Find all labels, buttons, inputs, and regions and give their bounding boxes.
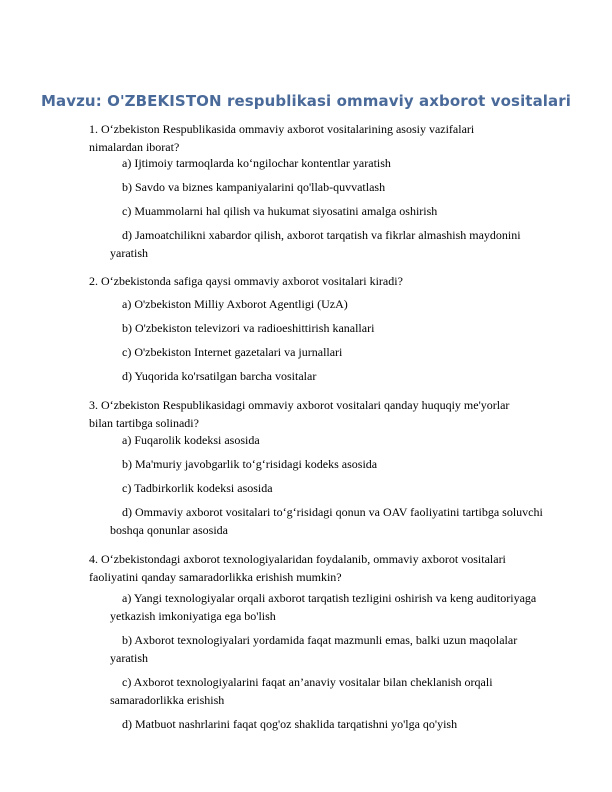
question-2-options	[110, 295, 550, 391]
option-1b: b) Savdo va biznes kampaniyalarini qo'llab-quvvatlash	[122, 180, 386, 194]
option-2b: b) O'zbekiston televizori va radioeshittirish kanallari	[122, 321, 375, 335]
option-3b: b) Ma'muriy javobgarlik to‘g‘risidagi kodeks asosida	[122, 457, 378, 471]
question-3: 3. O‘zbekiston Respublikasidagi ommaviy axborot vositalari qanday huquqiy me'yorlar bilan tartibga solinadi?	[89, 398, 510, 430]
option-1a: a) Ijtimoiy tarmoqlarda ko‘ngilochar kontentlar yaratish	[122, 156, 391, 170]
option-3d: d) Ommaviy axborot vositalari to‘g‘risidagi qonun va OAV faoliyatini tartibga soluvchi boshqa qonunlar asosida	[110, 505, 543, 537]
option-4d: d) Matbuot nashrlarini faqat qog'oz shaklida tarqatishni yo'lga qo'yish	[122, 717, 458, 731]
question-4-options	[110, 589, 550, 739]
question-4: 4. O‘zbekistondagi axborot texnologiyalaridan foydalanib, ommaviy axborot vositalari faoliyatini qanday samaradorlikka erishish mumkin?	[89, 552, 506, 584]
option-2c: c) O'zbekiston Internet gazetalari va jurnallari	[122, 345, 343, 359]
question-1: 1. O‘zbekiston Respublikasida ommaviy axborot vositalarining asosiy vazifalari nimalardan iborat?	[89, 122, 475, 154]
option-3a: a) Fuqarolik kodeksi asosida	[122, 433, 260, 447]
option-3c: c) Tadbirkorlik kodeksi asosida	[122, 481, 273, 495]
option-4b: b) Axborot texnologiyalari yordamida faqat mazmunli emas, balki uzun maqolalar yaratish	[110, 633, 518, 665]
option-1d: d) Jamoatchilikni xabardor qilish, axborot tarqatish va fikrlar almashish maydonini yaratish	[110, 228, 521, 260]
option-4c: c) Axborot texnologiyalarini faqat an’anaviy vositalar bilan cheklanish orqali samaradorlikka erishish	[110, 675, 493, 707]
question-1-options	[110, 154, 550, 268]
question-2: 2. O‘zbekistonda safiga qaysi ommaviy axborot vositalari kiradi?	[89, 274, 403, 288]
page-title: Mavzu: O'ZBEKISTON respublikasi ommaviy axborot vositalari	[40, 92, 572, 110]
option-1c: c) Muammolarni hal qilish va hukumat siyosatini amalga oshirish	[122, 204, 438, 218]
option-2a: a) O'zbekiston Milliy Axborot Agentligi (UzA)	[122, 297, 348, 311]
question-3-options	[110, 431, 550, 545]
option-2d: d) Yuqorida ko'rsatilgan barcha vositalar	[122, 369, 317, 383]
option-4a: a) Yangi texnologiyalar orqali axborot tarqatish tezligini oshirish va keng auditoriyaga yetkazish imkoniyatiga ega bo'lish	[110, 591, 537, 623]
